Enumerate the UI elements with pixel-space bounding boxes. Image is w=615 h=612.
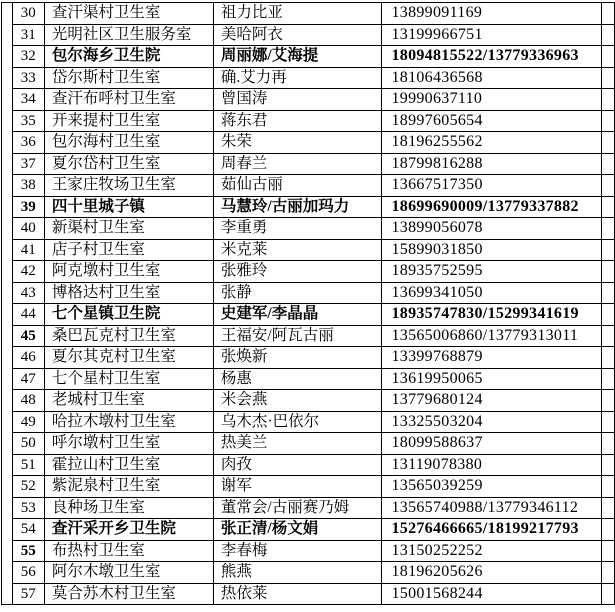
row-number-cell: 52: [12, 476, 44, 498]
contact-name-cell: 热依莱: [213, 583, 382, 605]
table-row: [2, 261, 615, 283]
clinic-name-cell: 桑巴瓦克村卫生室: [44, 325, 213, 347]
row-number-cell: 32: [12, 46, 44, 68]
row-number-cell: 48: [12, 390, 44, 412]
contact-name-cell: 史建军/李晶晶: [213, 304, 382, 326]
right-margin-cell: [601, 175, 614, 197]
table-body: [2, 3, 615, 605]
table-row: [2, 218, 615, 240]
table-row: [2, 3, 615, 25]
right-margin-cell: [601, 347, 614, 369]
phone-cell: 19990637110: [382, 89, 601, 111]
clinic-name-cell: 夏尔其克村卫生室: [44, 347, 213, 369]
clinic-name-cell: 岱尔斯村卫生室: [44, 67, 213, 89]
row-number-cell: 36: [12, 132, 44, 154]
row-number-cell: 50: [12, 433, 44, 455]
right-margin-cell: [601, 196, 614, 218]
clinic-name-cell: 老城村卫生室: [44, 390, 213, 412]
row-number-cell: 53: [12, 497, 44, 519]
right-margin-cell: [601, 476, 614, 498]
right-margin-cell: [601, 540, 614, 562]
clinic-name-cell: 霍拉山村卫生室: [44, 454, 213, 476]
contact-name-cell: 张正清/杨文娟: [213, 519, 382, 541]
row-number-cell: 38: [12, 175, 44, 197]
clinic-name-cell: 良种场卫生室: [44, 497, 213, 519]
row-number-cell: 47: [12, 368, 44, 390]
right-margin-cell: [601, 304, 614, 326]
row-number-cell: 41: [12, 239, 44, 261]
table-row: [2, 368, 615, 390]
phone-cell: 13899091169: [382, 3, 601, 25]
contact-name-cell: 李春梅: [213, 540, 382, 562]
right-margin-cell: [601, 519, 614, 541]
phone-cell: 13150252252: [382, 540, 601, 562]
contact-name-cell: 杨惠: [213, 368, 382, 390]
table-row: [2, 175, 615, 197]
clinic-name-cell: 王家庄牧场卫生室: [44, 175, 213, 197]
phone-cell: 13199966751: [382, 24, 601, 46]
right-margin-cell: [601, 89, 614, 111]
phone-cell: 13325503204: [382, 411, 601, 433]
clinic-name-cell: 呼尔墩村卫生室: [44, 433, 213, 455]
row-number-cell: 43: [12, 282, 44, 304]
table-row: [2, 67, 615, 89]
table-row: [2, 282, 615, 304]
right-margin-cell: [601, 3, 614, 25]
table-row: [2, 433, 615, 455]
phone-cell: 18099588637: [382, 433, 601, 455]
table-row: [2, 540, 615, 562]
row-number-cell: 33: [12, 67, 44, 89]
table-row: [2, 325, 615, 347]
right-margin-cell: [601, 583, 614, 605]
clinic-name-cell: 阿尔木墩卫生室: [44, 562, 213, 584]
phone-cell: 13565006860/13779313011: [382, 325, 601, 347]
clinic-name-cell: 七个星村卫生室: [44, 368, 213, 390]
phone-cell: 13619950065: [382, 368, 601, 390]
row-number-cell: 56: [12, 562, 44, 584]
row-number-cell: 45: [12, 325, 44, 347]
row-number-cell: 54: [12, 519, 44, 541]
clinic-name-cell: 夏尔岱村卫生室: [44, 153, 213, 175]
contact-name-cell: 熊燕: [213, 562, 382, 584]
contact-name-cell: 李重勇: [213, 218, 382, 240]
row-number-cell: 46: [12, 347, 44, 369]
clinic-name-cell: 哈拉木墩村卫生室: [44, 411, 213, 433]
phone-cell: 18799816288: [382, 153, 601, 175]
phone-cell: 13565039259: [382, 476, 601, 498]
table-row: [2, 476, 615, 498]
phone-cell: 13399768879: [382, 347, 601, 369]
phone-cell: 18997605654: [382, 110, 601, 132]
contact-name-cell: 张雅玲: [213, 261, 382, 283]
clinic-name-cell: 查汗采开乡卫生院: [44, 519, 213, 541]
right-margin-cell: [601, 239, 614, 261]
table-row: [2, 153, 615, 175]
table-row: [2, 347, 615, 369]
table-row: [2, 583, 615, 605]
clinic-name-cell: 四十里城子镇: [44, 196, 213, 218]
row-number-cell: 39: [12, 196, 44, 218]
phone-cell: 18106436568: [382, 67, 601, 89]
clinic-name-cell: 布热村卫生室: [44, 540, 213, 562]
phone-cell: 18094815522/13779336963: [382, 46, 601, 68]
right-margin-cell: [601, 497, 614, 519]
row-number-cell: 42: [12, 261, 44, 283]
phone-cell: 18935752595: [382, 261, 601, 283]
contact-name-cell: 美哈阿衣: [213, 24, 382, 46]
contact-name-cell: 肉孜: [213, 454, 382, 476]
phone-cell: 18935747830/15299341619: [382, 304, 601, 326]
table-row: [2, 239, 615, 261]
right-margin-cell: [601, 433, 614, 455]
clinic-name-cell: 七个星镇卫生院: [44, 304, 213, 326]
row-number-cell: 37: [12, 153, 44, 175]
right-margin-cell: [601, 110, 614, 132]
table-row: [2, 454, 615, 476]
clinic-name-cell: 光明社区卫生服务室: [44, 24, 213, 46]
row-number-cell: 35: [12, 110, 44, 132]
contact-name-cell: 董常会/古丽赛乃姆: [213, 497, 382, 519]
row-number-cell: 44: [12, 304, 44, 326]
right-margin-cell: [601, 454, 614, 476]
phone-cell: 18699690009/13779337882: [382, 196, 601, 218]
health-clinic-contact-table: [1, 2, 615, 605]
clinic-name-cell: 包尔海乡卫生院: [44, 46, 213, 68]
contact-name-cell: 周春兰: [213, 153, 382, 175]
table-row: [2, 411, 615, 433]
phone-cell: 15276466665/18199217793: [382, 519, 601, 541]
table-row: [2, 196, 615, 218]
right-margin-cell: [601, 368, 614, 390]
row-number-cell: 57: [12, 583, 44, 605]
right-margin-cell: [601, 261, 614, 283]
phone-cell: 18196255562: [382, 132, 601, 154]
row-number-cell: 40: [12, 218, 44, 240]
row-number-cell: 51: [12, 454, 44, 476]
table-row: [2, 497, 615, 519]
contact-name-cell: 米克莱: [213, 239, 382, 261]
contact-name-cell: 朱荣: [213, 132, 382, 154]
clinic-name-cell: 新渠村卫生室: [44, 218, 213, 240]
row-number-cell: 31: [12, 24, 44, 46]
clinic-name-cell: 查汗渠村卫生室: [44, 3, 213, 25]
clinic-name-cell: 莫合苏木村卫生室: [44, 583, 213, 605]
phone-cell: 13699341050: [382, 282, 601, 304]
right-margin-cell: [601, 67, 614, 89]
phone-cell: 13119078380: [382, 454, 601, 476]
phone-cell: 13667517350: [382, 175, 601, 197]
contact-name-cell: 王福安/阿瓦古丽: [213, 325, 382, 347]
table-row: [2, 24, 615, 46]
right-margin-cell: [601, 24, 614, 46]
row-number-cell: 34: [12, 89, 44, 111]
clinic-name-cell: 博格达村卫生室: [44, 282, 213, 304]
table-row: [2, 46, 615, 68]
phone-cell: 13779680124: [382, 390, 601, 412]
contact-name-cell: 马慧玲/古丽加玛力: [213, 196, 382, 218]
clinic-name-cell: 紫泥泉村卫生室: [44, 476, 213, 498]
contact-name-cell: 谢军: [213, 476, 382, 498]
contact-name-cell: 祖力比亚: [213, 3, 382, 25]
right-margin-cell: [601, 282, 614, 304]
right-margin-cell: [601, 562, 614, 584]
table-row: [2, 390, 615, 412]
phone-cell: 15001568244: [382, 583, 601, 605]
contact-name-cell: 张焕新: [213, 347, 382, 369]
contact-name-cell: 乌木杰·巴依尔: [213, 411, 382, 433]
table-row: [2, 110, 615, 132]
right-margin-cell: [601, 46, 614, 68]
table-row: [2, 304, 615, 326]
clinic-name-cell: 查汗布呼村卫生室: [44, 89, 213, 111]
table-row: [2, 519, 615, 541]
clinic-name-cell: 开来提村卫生室: [44, 110, 213, 132]
right-margin-cell: [601, 411, 614, 433]
right-margin-cell: [601, 132, 614, 154]
phone-cell: 15899031850: [382, 239, 601, 261]
phone-cell: 13899056078: [382, 218, 601, 240]
clinic-name-cell: 阿克墩村卫生室: [44, 261, 213, 283]
contact-name-cell: 周丽娜/艾海提: [213, 46, 382, 68]
row-number-cell: 49: [12, 411, 44, 433]
clinic-name-cell: 包尔海村卫生室: [44, 132, 213, 154]
right-margin-cell: [601, 390, 614, 412]
phone-cell: 18196205626: [382, 562, 601, 584]
table-row: [2, 132, 615, 154]
clinic-name-cell: 店子村卫生室: [44, 239, 213, 261]
phone-cell: 13565740988/13779346112: [382, 497, 601, 519]
row-number-cell: 55: [12, 540, 44, 562]
right-margin-cell: [601, 153, 614, 175]
contact-name-cell: 曾国涛: [213, 89, 382, 111]
contact-name-cell: 米会燕: [213, 390, 382, 412]
table-row: [2, 562, 615, 584]
contact-name-cell: 茹仙古丽: [213, 175, 382, 197]
right-margin-cell: [601, 218, 614, 240]
row-number-cell: 30: [12, 3, 44, 25]
contact-name-cell: 张静: [213, 282, 382, 304]
table-row: [2, 89, 615, 111]
contact-name-cell: 热美兰: [213, 433, 382, 455]
contact-name-cell: 确.艾力再: [213, 67, 382, 89]
contact-name-cell: 蒋东君: [213, 110, 382, 132]
left-margin-cell: [2, 3, 13, 605]
right-margin-cell: [601, 325, 614, 347]
